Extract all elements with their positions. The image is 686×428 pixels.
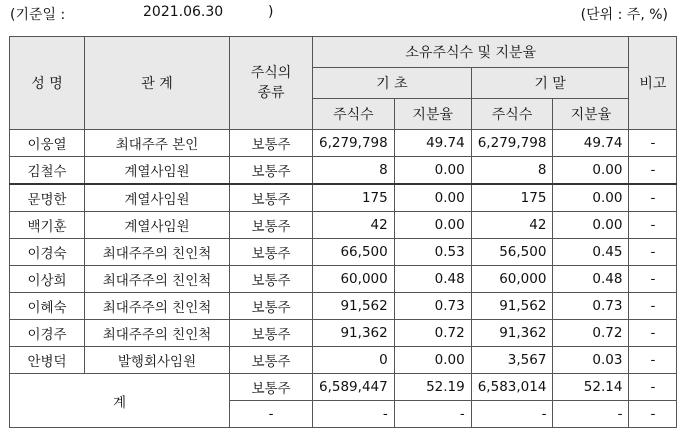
cell-type: 보통주 <box>230 239 313 266</box>
cell-end-ratio: 0.72 <box>553 320 629 347</box>
cell-end-shares: - <box>471 401 553 428</box>
cell-start-shares: 175 <box>313 184 395 212</box>
cell-end-ratio: - <box>553 401 629 428</box>
header-period-end: 기 말 <box>471 68 629 99</box>
cell-start-shares: 42 <box>313 212 395 239</box>
basis-date-label: (기준일 : <box>10 7 66 23</box>
cell-end-ratio: 0.48 <box>553 266 629 293</box>
cell-name: 백기훈 <box>10 212 85 239</box>
cell-remark: - <box>629 401 677 428</box>
header-relation: 관 계 <box>85 37 230 130</box>
cell-relation: 최대주주의 친인척 <box>85 320 230 347</box>
cell-relation: 최대주주의 친인척 <box>85 239 230 266</box>
cell-remark: - <box>629 374 677 401</box>
header-start-ratio: 지분율 <box>394 99 471 130</box>
cell-name: 이경숙 <box>10 239 85 266</box>
cell-relation: 최대주주 본인 <box>85 130 230 157</box>
cell-start-shares: 6,589,447 <box>313 374 395 401</box>
cell-end-shares: 60,000 <box>471 266 553 293</box>
cell-name: 이경주 <box>10 320 85 347</box>
cell-end-ratio: 0.00 <box>553 184 629 212</box>
cell-remark: - <box>629 212 677 239</box>
cell-end-ratio: 0.00 <box>553 212 629 239</box>
table-row <box>10 184 677 212</box>
cell-start-ratio: 0.53 <box>394 239 471 266</box>
cell-name: 이웅열 <box>10 130 85 157</box>
cell-end-shares: 3,567 <box>471 347 553 374</box>
cell-end-ratio: 0.73 <box>553 293 629 320</box>
cell-remark: - <box>629 184 677 212</box>
header-name: 성 명 <box>10 37 85 130</box>
table-row <box>10 130 677 157</box>
cell-remark: - <box>629 130 677 157</box>
cell-remark: - <box>629 266 677 293</box>
cell-start-ratio: 49.74 <box>394 130 471 157</box>
cell-start-shares: 91,562 <box>313 293 395 320</box>
cell-type: 보통주 <box>230 212 313 239</box>
table-row <box>10 239 677 266</box>
table-row <box>10 212 677 239</box>
cell-remark: - <box>629 293 677 320</box>
cell-name: 이상희 <box>10 266 85 293</box>
cell-relation: 계열사임원 <box>85 157 230 185</box>
cell-end-shares: 91,362 <box>471 320 553 347</box>
cell-start-shares: 60,000 <box>313 266 395 293</box>
cell-start-ratio: 0.48 <box>394 266 471 293</box>
cell-end-ratio: 0.00 <box>553 157 629 185</box>
table-row <box>10 320 677 347</box>
cell-type: - <box>230 401 313 428</box>
cell-end-shares: 42 <box>471 212 553 239</box>
cell-type: 보통주 <box>230 266 313 293</box>
cell-start-ratio: - <box>394 401 471 428</box>
cell-start-shares: 8 <box>313 157 395 185</box>
cell-name: 문명한 <box>10 184 85 212</box>
cell-end-ratio: 49.74 <box>553 130 629 157</box>
header-period-start: 기 초 <box>313 68 472 99</box>
total-label: 계 <box>10 374 230 428</box>
cell-start-shares: 0 <box>313 347 395 374</box>
cell-type: 보통주 <box>230 347 313 374</box>
cell-end-shares: 175 <box>471 184 553 212</box>
cell-remark: - <box>629 157 677 185</box>
cell-start-ratio: 0.00 <box>394 184 471 212</box>
cell-start-ratio: 0.00 <box>394 347 471 374</box>
table-row <box>10 347 677 374</box>
cell-start-ratio: 0.73 <box>394 293 471 320</box>
unit-label: (단위 : 주, %) <box>580 7 668 23</box>
table-row <box>10 293 677 320</box>
cell-start-shares: 6,279,798 <box>313 130 395 157</box>
cell-end-shares: 6,583,014 <box>471 374 553 401</box>
cell-type: 보통주 <box>230 130 313 157</box>
total-row <box>10 374 677 401</box>
cell-relation: 발행회사임원 <box>85 347 230 374</box>
cell-type: 보통주 <box>230 374 313 401</box>
cell-type: 보통주 <box>230 184 313 212</box>
header-start-shares: 주식수 <box>313 99 395 130</box>
cell-relation: 계열사임원 <box>85 184 230 212</box>
cell-name: 이혜숙 <box>10 293 85 320</box>
cell-start-ratio: 0.00 <box>394 157 471 185</box>
cell-name: 김철수 <box>10 157 85 185</box>
cell-end-ratio: 0.03 <box>553 347 629 374</box>
cell-start-ratio: 0.00 <box>394 212 471 239</box>
cell-relation: 계열사임원 <box>85 212 230 239</box>
table-row <box>10 157 677 185</box>
cell-remark: - <box>629 239 677 266</box>
cell-start-shares: - <box>313 401 395 428</box>
cell-start-shares: 66,500 <box>313 239 395 266</box>
cell-start-ratio: 52.19 <box>394 374 471 401</box>
header-end-shares: 주식수 <box>471 99 553 130</box>
cell-remark: - <box>629 320 677 347</box>
cell-end-shares: 56,500 <box>471 239 553 266</box>
cell-end-ratio: 0.45 <box>553 239 629 266</box>
header-remark: 비고 <box>629 37 677 130</box>
shareholding-table <box>9 36 677 428</box>
cell-relation: 최대주주의 친인척 <box>85 266 230 293</box>
cell-end-shares: 91,562 <box>471 293 553 320</box>
cell-type: 보통주 <box>230 320 313 347</box>
cell-end-ratio: 52.14 <box>553 374 629 401</box>
header-end-ratio: 지분율 <box>553 99 629 130</box>
header-holdings-group: 소유주식수 및 지분율 <box>313 37 629 68</box>
cell-name: 안병덕 <box>10 347 85 374</box>
header-stock-type: 주식의 종류 <box>230 37 313 130</box>
basis-date-close: ) <box>268 4 274 20</box>
cell-type: 보통주 <box>230 293 313 320</box>
basis-date: 2021.06.30 <box>143 4 224 20</box>
cell-relation: 최대주주의 친인척 <box>85 293 230 320</box>
cell-start-shares: 91,362 <box>313 320 395 347</box>
cell-start-ratio: 0.72 <box>394 320 471 347</box>
cell-end-shares: 8 <box>471 157 553 185</box>
cell-end-shares: 6,279,798 <box>471 130 553 157</box>
cell-type: 보통주 <box>230 157 313 185</box>
cell-remark: - <box>629 347 677 374</box>
table-row <box>10 266 677 293</box>
